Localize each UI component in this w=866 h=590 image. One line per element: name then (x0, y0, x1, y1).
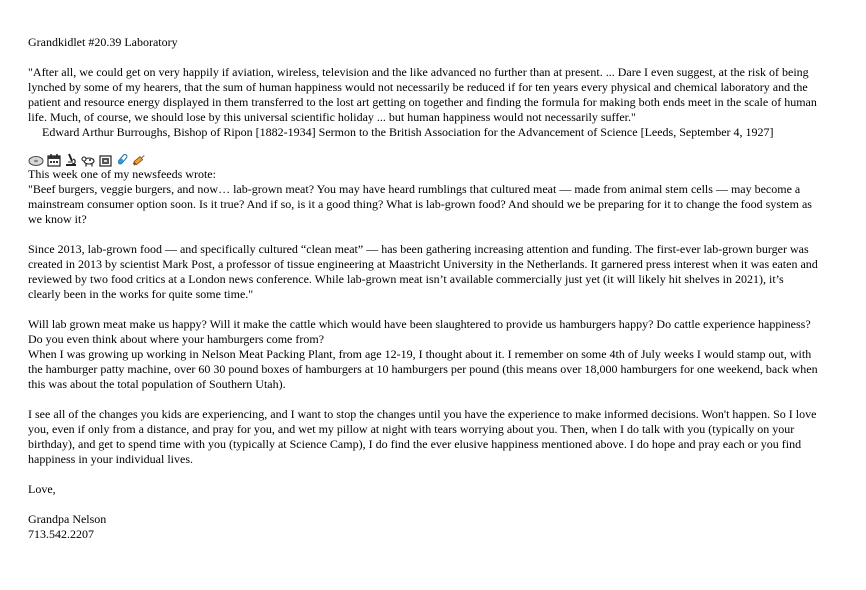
newsfeed-paragraph-1: "Beef burgers, veggie burgers, and now… lab-grown meat? You may have heard rumblings that cultured meat — made from animal stem cells — may become a mainstream consumer option soon. Is it true? And if so, is it a good thing? What is lab-grown food? And should we be preparing for it to change the food system as we know it? (28, 182, 812, 226)
quote-text: "After all, we could get on very happily if aviation, wireless, television and the like advanced no further than at present. ... Dare I even suggest, at the risk of being lynched by some of my hearers, that the sum of human happiness would not necessarily be reduced if for ten years every physical and chemical laboratory and the patient and resource energy displayed in them transferred to the lost art getting on together and finding the formula for making both ends meet in the scale of human life. Much, of course, we should lose by this universal scientific holiday ... but human happiness would not necessarily suffer." (28, 65, 817, 124)
signature-name: Grandpa Nelson (28, 512, 107, 526)
memory-paragraph: When I was growing up working in Nelson Meat Packing Plant, from age 12-19, I thought about it. I remember on some 4th of July weeks I would stamp out, with the hamburger patty machine, over 60 30 pound boxes of hamburgers at 10 hamburgers per pound (this means over 18,000 hamburgers for one weekend, back when this was about the total population of Southern Utah). (28, 347, 818, 391)
quote-attribution: Edward Arthur Burroughs, Bishop of Ripon [1882-1934] Sermon to the British Association for the Advancement of Science [Leeds, September 4, 1927] (42, 125, 774, 139)
microscope-icon (64, 153, 78, 167)
newsfeed-paragraph-2: Since 2013, lab-grown food — and specifically cultured “clean meat” — has been gathering increasing attention and funding. The first-ever lab-grown burger was created in 2013 by scientist Mark Post, a professor of tissue engineering at Maastricht University in the Netherlands. It garnered press interest when it was eaten and reviewed by two food critics at a London news conference. While lab-grown meat isn’t available commercially just yet (it will likely hit shelves in 2021), it’s clearly been in the works for quite some time." (28, 242, 818, 301)
icon-row (28, 153, 818, 167)
closing-paragraph: I see all of the changes you kids are experiencing, and I want to stop the changes until you have the experience to make informed decisions. Won't happen. So I love you, even if only from a distance, and pray for you, and wet my pillow at night with tears worrying about you. Then, when I do talk with you (typically on your birthday), and get to spend time with you (typically at Science Camp), I do find the ever elusive happiness mentioned above. I do hope and pray each or you find happiness in your individual lives. (28, 407, 817, 466)
signature-phone: 713.542.2207 (28, 527, 94, 541)
animal-icon (81, 155, 96, 167)
disc-icon (28, 155, 44, 167)
syringe-icon (132, 153, 147, 167)
gallery-icon (99, 155, 112, 167)
test-tube-icon (115, 153, 129, 167)
question-paragraph: Will lab grown meat make us happy? Will it make the cattle which would have been slaughtered to provide us hamburgers happy? Do cattle experience happiness? Do you even think about where your hamburgers come from? (28, 317, 811, 346)
calendar-icon (47, 153, 61, 167)
newsfeed-intro: This week one of my newsfeeds wrote: (28, 167, 216, 181)
salutation: Love, (28, 482, 56, 496)
page-title: Grandkidlet #20.39 Laboratory (28, 35, 178, 49)
letter-page (28, 35, 818, 542)
